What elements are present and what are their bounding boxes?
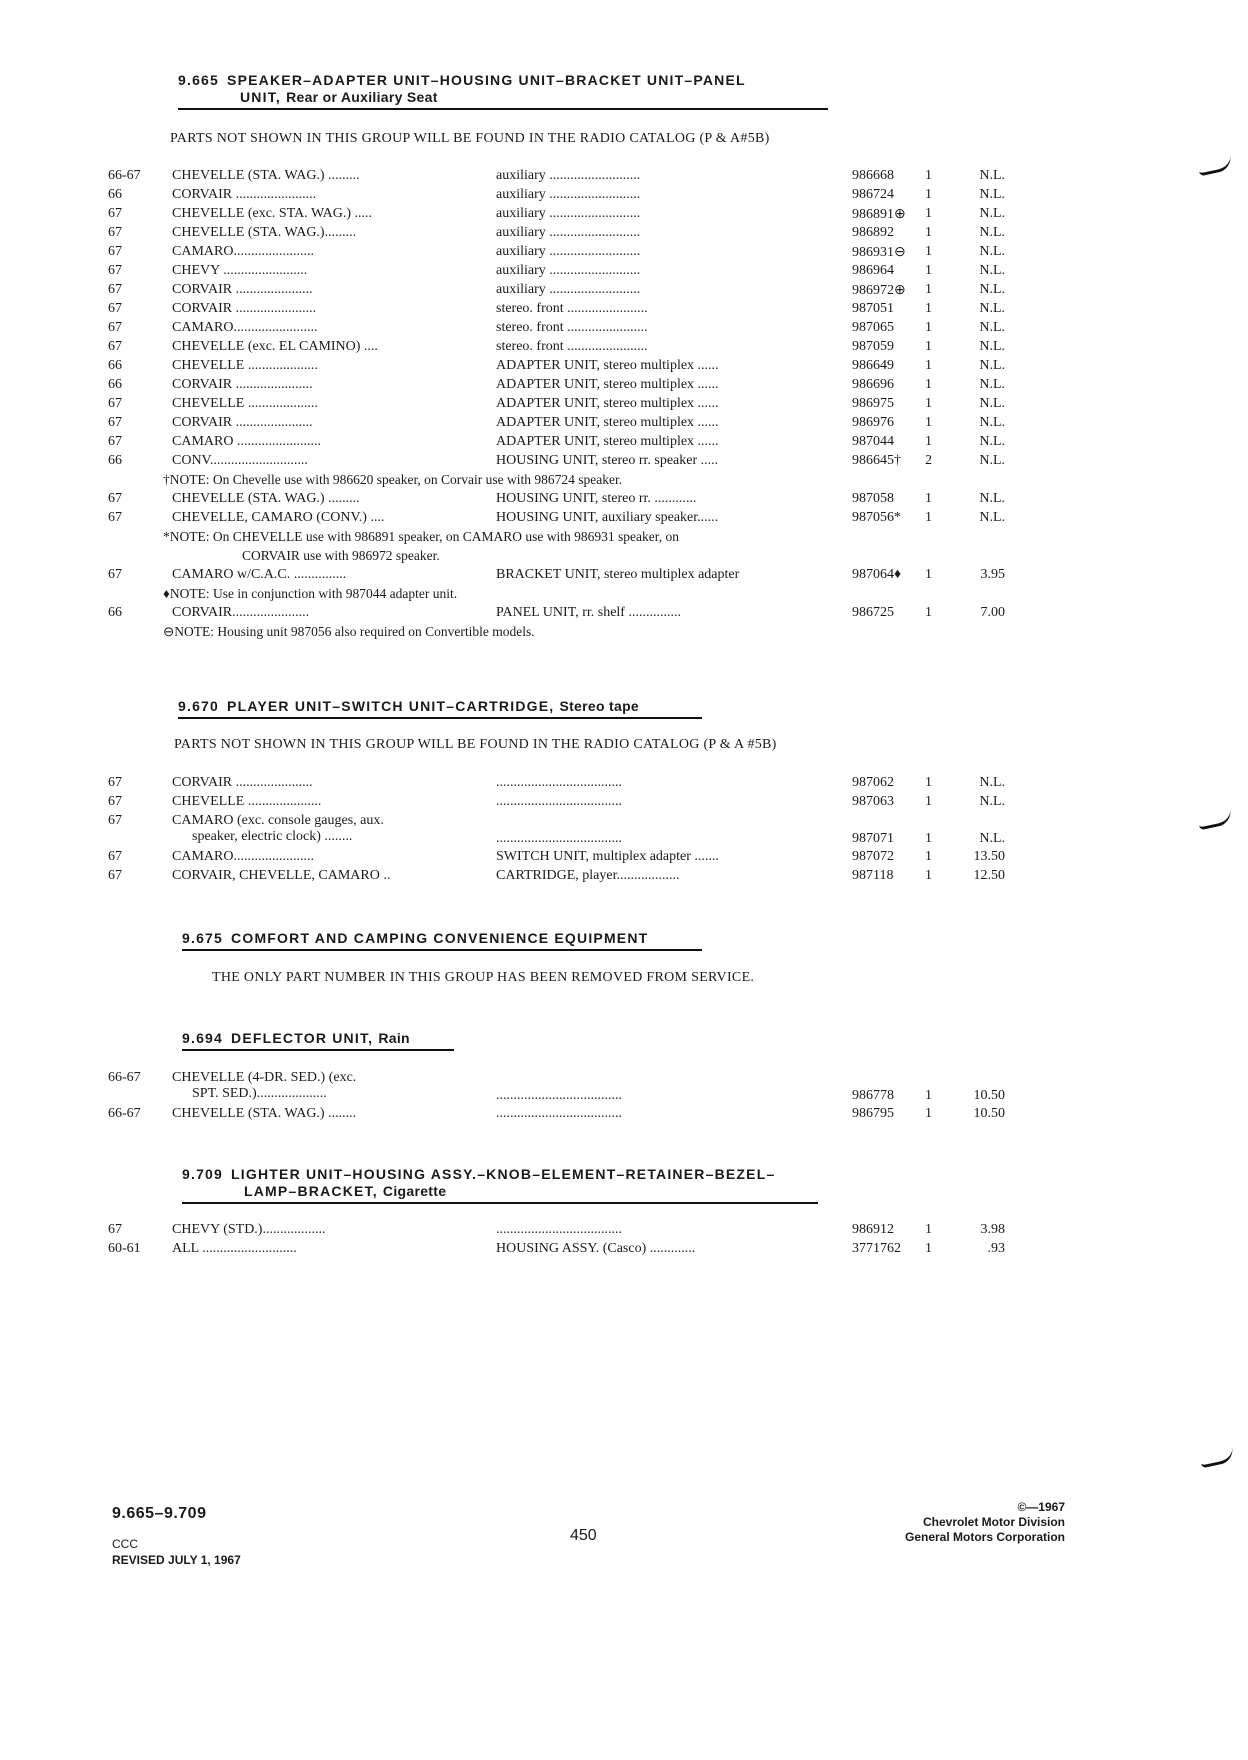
model-name: CAMARO........................ xyxy=(172,320,318,335)
part-number: 986649 xyxy=(852,358,894,373)
footer-ccc: CCC xyxy=(112,1537,138,1551)
price: N.L. xyxy=(979,377,1005,392)
heading-rule xyxy=(182,949,702,951)
table-row xyxy=(0,1222,1248,1241)
part-number: 986724 xyxy=(852,187,894,202)
part-number: 986892 xyxy=(852,225,894,240)
part-number: 987118 xyxy=(852,868,894,883)
description: ADAPTER UNIT, stereo multiplex ...... xyxy=(496,434,719,449)
table-row xyxy=(0,358,1248,377)
section-title-line2: UNIT, xyxy=(240,89,281,105)
table-row xyxy=(0,415,1248,434)
model-year: 60-61 xyxy=(108,1241,141,1256)
model-year: 66 xyxy=(108,187,122,202)
part-number: 986725 xyxy=(852,605,894,620)
part-number: 986931⊖ xyxy=(852,245,906,260)
price: N.L. xyxy=(979,187,1005,202)
table-row xyxy=(0,377,1248,396)
quantity: 1 xyxy=(925,377,932,392)
model-year: 66 xyxy=(108,605,122,620)
price: N.L. xyxy=(979,301,1005,316)
model-name: CORVAIR ....................... xyxy=(172,301,317,316)
description: CARTRIDGE, player.................. xyxy=(496,868,680,883)
model-name: SPT. SED.).................... xyxy=(192,1086,327,1101)
price: N.L. xyxy=(979,453,1005,468)
price: 3.95 xyxy=(980,567,1005,582)
section-heading-9-675 xyxy=(182,930,702,951)
table-row xyxy=(0,1106,1248,1125)
model-name: CORVAIR ...................... xyxy=(172,377,313,392)
description: stereo. front ....................... xyxy=(496,320,648,335)
section-title-line2: LAMP–BRACKET, xyxy=(244,1183,378,1199)
model-name: CORVAIR ....................... xyxy=(172,187,317,202)
part-number: 987051 xyxy=(852,301,894,316)
model-name: CHEVELLE (exc. EL CAMINO) .... xyxy=(172,339,378,354)
quantity: 2 xyxy=(925,453,932,468)
price: N.L. xyxy=(979,263,1005,278)
description: HOUSING UNIT, stereo rr. ............ xyxy=(496,491,697,506)
section-heading-9-665 xyxy=(178,72,828,110)
table-row xyxy=(0,567,1248,586)
price: N.L. xyxy=(979,415,1005,430)
model-year: 66 xyxy=(108,358,122,373)
part-number: 986975 xyxy=(852,396,894,411)
model-year: 67 xyxy=(108,415,122,430)
description xyxy=(496,1070,622,1088)
description: auxiliary .......................... xyxy=(496,225,641,240)
quantity: 1 xyxy=(925,794,932,809)
model-year: 66 xyxy=(108,453,122,468)
footer-revised: REVISED JULY 1, 1967 xyxy=(112,1553,241,1567)
table-row xyxy=(0,775,1248,794)
footnote-text: *NOTE: On CHEVELLE use with 986891 speaker, on CAMARO use with 986931 speaker, on xyxy=(163,529,679,544)
section-number: 9.694 xyxy=(182,1030,224,1046)
footnote-row xyxy=(0,586,1248,605)
description: auxiliary .......................... xyxy=(496,244,641,259)
model-name: CHEVELLE (exc. STA. WAG.) ..... xyxy=(172,206,373,221)
description: auxiliary .......................... xyxy=(496,282,641,297)
price: N.L. xyxy=(979,396,1005,411)
table-row xyxy=(0,1070,1248,1106)
section-title: PLAYER UNIT–SWITCH UNIT–CARTRIDGE, xyxy=(227,698,555,714)
quantity: 1 xyxy=(925,831,932,846)
footnote-row xyxy=(0,548,1248,567)
section-title: SPEAKER–ADAPTER UNIT–HOUSING UNIT–BRACKET UNIT–PANEL xyxy=(227,72,746,88)
description: HOUSING UNIT, stereo rr. speaker ..... xyxy=(496,453,719,468)
model-cell xyxy=(172,813,384,845)
price: N.L. xyxy=(979,282,1005,297)
part-number: 986778 xyxy=(852,1088,894,1103)
description xyxy=(496,813,622,831)
section-heading-9-670 xyxy=(178,698,702,719)
quantity: 1 xyxy=(925,263,932,278)
table-row xyxy=(0,794,1248,813)
section-number: 9.709 xyxy=(182,1166,224,1182)
quantity: 1 xyxy=(925,168,932,183)
model-name: CHEVELLE (STA. WAG.) ......... xyxy=(172,168,360,183)
model-name: CHEVELLE (4-DR. SED.) (exc. xyxy=(172,1070,357,1085)
model-year: 67 xyxy=(108,567,122,582)
section-subtitle: Rear or Auxiliary Seat xyxy=(286,89,438,105)
description: ADAPTER UNIT, stereo multiplex ...... xyxy=(496,377,719,392)
quantity: 1 xyxy=(925,244,932,259)
section-title: LIGHTER UNIT–HOUSING ASSY.–KNOB–ELEMENT–RETAINER–BEZEL– xyxy=(231,1166,776,1182)
price: N.L. xyxy=(979,358,1005,373)
quantity: 1 xyxy=(925,434,932,449)
model-year: 67 xyxy=(108,491,122,506)
part-number: 986964 xyxy=(852,263,894,278)
quantity: 1 xyxy=(925,206,932,221)
part-number: 986795 xyxy=(852,1106,894,1121)
price: N.L. xyxy=(979,320,1005,335)
price: N.L. xyxy=(979,491,1005,506)
description: .................................... xyxy=(496,1106,622,1121)
price: N.L. xyxy=(979,794,1005,809)
section-title: COMFORT AND CAMPING CONVENIENCE EQUIPMENT xyxy=(231,930,649,946)
description: auxiliary .......................... xyxy=(496,187,641,202)
description: ADAPTER UNIT, stereo multiplex ...... xyxy=(496,396,719,411)
section-heading-9-709 xyxy=(182,1166,818,1204)
part-number: 987062 xyxy=(852,775,894,790)
section-subtitle: Stereo tape xyxy=(559,698,640,714)
group-note: THE ONLY PART NUMBER IN THIS GROUP HAS BEEN REMOVED FROM SERVICE. xyxy=(212,970,755,985)
section-subtitle: Rain xyxy=(378,1030,410,1046)
model-cell xyxy=(172,1070,356,1102)
model-year: 66 xyxy=(108,377,122,392)
table-row xyxy=(0,510,1248,529)
description: PANEL UNIT, rr. shelf ............... xyxy=(496,605,681,620)
table-row xyxy=(0,263,1248,282)
model-name: CAMARO w/C.A.C. ............... xyxy=(172,567,347,582)
quantity: 1 xyxy=(925,849,932,864)
part-number: 986696 xyxy=(852,377,894,392)
table-row xyxy=(0,282,1248,301)
footnote-row xyxy=(0,529,1248,548)
model-name: CAMARO....................... xyxy=(172,244,314,259)
part-number: 987044 xyxy=(852,434,894,449)
part-number: 987071 xyxy=(852,831,894,846)
model-name: CHEVELLE (STA. WAG.)......... xyxy=(172,225,357,240)
description: .................................... xyxy=(496,794,622,809)
table-row xyxy=(0,301,1248,320)
heading-rule xyxy=(182,1049,454,1051)
margin-tick-mark xyxy=(1199,1447,1235,1469)
part-number: 986891⊕ xyxy=(852,207,906,222)
table-row xyxy=(0,849,1248,868)
model-year: 67 xyxy=(108,301,122,316)
parts-table-9-665 xyxy=(0,168,1248,643)
price: N.L. xyxy=(979,434,1005,449)
price: N.L. xyxy=(979,206,1005,221)
model-name: CHEVELLE .................... xyxy=(172,396,318,411)
description: BRACKET UNIT, stereo multiplex adapter xyxy=(496,567,740,582)
footnote-row xyxy=(0,624,1248,643)
quantity: 1 xyxy=(925,1222,932,1237)
price: .93 xyxy=(987,1241,1005,1256)
model-year: 67 xyxy=(108,1222,122,1237)
price: N.L. xyxy=(979,831,1005,846)
section-subtitle: Cigarette xyxy=(382,1183,447,1199)
part-number: 986668 xyxy=(852,168,894,183)
quantity: 1 xyxy=(925,1241,932,1256)
footnote-text: †NOTE: On Chevelle use with 986620 speaker, on Corvair use with 986724 speaker. xyxy=(163,472,623,487)
model-name: CHEVELLE ..................... xyxy=(172,794,322,809)
model-year: 67 xyxy=(108,244,122,259)
model-year: 67 xyxy=(108,206,122,221)
description: SWITCH UNIT, multiplex adapter ....... xyxy=(496,849,719,864)
table-row xyxy=(0,868,1248,887)
part-number: 987065 xyxy=(852,320,894,335)
quantity: 1 xyxy=(925,605,932,620)
quantity: 1 xyxy=(925,510,932,525)
model-name: CHEVELLE .................... xyxy=(172,358,318,373)
description: ADAPTER UNIT, stereo multiplex ...... xyxy=(496,358,719,373)
model-name: CHEVELLE (STA. WAG.) ......... xyxy=(172,491,360,506)
footnote-row xyxy=(0,472,1248,491)
description: auxiliary .......................... xyxy=(496,206,641,221)
table-row xyxy=(0,813,1248,849)
price: 12.50 xyxy=(973,868,1005,883)
price: N.L. xyxy=(979,339,1005,354)
model-year: 67 xyxy=(108,434,122,449)
model-name: CHEVY (STD.).................. xyxy=(172,1222,326,1237)
footnote-text: ⊖NOTE: Housing unit 987056 also required on Convertible models. xyxy=(163,624,535,639)
price: N.L. xyxy=(979,510,1005,525)
description: auxiliary .......................... xyxy=(496,263,641,278)
table-row xyxy=(0,434,1248,453)
quantity: 1 xyxy=(925,415,932,430)
description: HOUSING UNIT, auxiliary speaker...... xyxy=(496,510,719,525)
price: N.L. xyxy=(979,168,1005,183)
part-number: 986645† xyxy=(852,453,901,468)
description: .................................... xyxy=(496,1088,622,1103)
part-number: 3771762 xyxy=(852,1241,901,1256)
model-year: 66-67 xyxy=(108,168,141,183)
quantity: 1 xyxy=(925,567,932,582)
table-row xyxy=(0,491,1248,510)
price: 3.98 xyxy=(980,1222,1005,1237)
table-row xyxy=(0,605,1248,624)
description-cell xyxy=(496,813,622,849)
model-name: CORVAIR, CHEVELLE, CAMARO .. xyxy=(172,868,391,883)
description: stereo. front ....................... xyxy=(496,339,648,354)
table-row xyxy=(0,453,1248,472)
model-name: CORVAIR ...................... xyxy=(172,415,313,430)
model-year: 67 xyxy=(108,775,122,790)
part-number: 987058 xyxy=(852,491,894,506)
quantity: 1 xyxy=(925,775,932,790)
model-year: 67 xyxy=(108,339,122,354)
price: N.L. xyxy=(979,244,1005,259)
heading-rule xyxy=(178,108,828,110)
description: .................................... xyxy=(496,1222,622,1237)
quantity: 1 xyxy=(925,301,932,316)
quantity: 1 xyxy=(925,491,932,506)
description: auxiliary .......................... xyxy=(496,168,641,183)
model-year: 66-67 xyxy=(108,1106,141,1121)
model-name: CHEVELLE (STA. WAG.) ........ xyxy=(172,1106,357,1121)
quantity: 1 xyxy=(925,187,932,202)
section-heading-9-694 xyxy=(182,1030,454,1051)
quantity: 1 xyxy=(925,1106,932,1121)
model-year: 67 xyxy=(108,396,122,411)
table-row xyxy=(0,187,1248,206)
model-name: CAMARO (exc. console gauges, aux. xyxy=(172,813,384,828)
footer-copyright: ©—1967 xyxy=(1017,1500,1065,1514)
part-number: 987063 xyxy=(852,794,894,809)
model-name: CHEVY ........................ xyxy=(172,263,308,278)
parts-table-9-694 xyxy=(0,1070,1248,1125)
table-row xyxy=(0,320,1248,339)
model-name: CONV............................ xyxy=(172,453,308,468)
parts-table-9-709 xyxy=(0,1222,1248,1260)
parts-table-9-670 xyxy=(0,775,1248,887)
part-number: 987059 xyxy=(852,339,894,354)
description: .................................... xyxy=(496,775,622,790)
heading-rule xyxy=(182,1202,818,1204)
description: ADAPTER UNIT, stereo multiplex ...... xyxy=(496,415,719,430)
table-row xyxy=(0,339,1248,358)
footer-section-range: 9.665–9.709 xyxy=(112,1505,207,1522)
model-year: 67 xyxy=(108,282,122,297)
quantity: 1 xyxy=(925,339,932,354)
quantity: 1 xyxy=(925,358,932,373)
model-year: 67 xyxy=(108,510,122,525)
table-row xyxy=(0,396,1248,415)
model-name: CORVAIR ...................... xyxy=(172,775,313,790)
model-name: ALL ........................... xyxy=(172,1241,297,1256)
model-year: 67 xyxy=(108,320,122,335)
model-name: CHEVELLE, CAMARO (CONV.) .... xyxy=(172,510,385,525)
price: 10.50 xyxy=(973,1088,1005,1103)
section-title: DEFLECTOR UNIT, xyxy=(231,1030,374,1046)
group-note: PARTS NOT SHOWN IN THIS GROUP WILL BE FOUND IN THE RADIO CATALOG (P & A#5B) xyxy=(170,131,770,146)
description: HOUSING ASSY. (Casco) ............. xyxy=(496,1241,696,1256)
footnote-text: ♦NOTE: Use in conjunction with 987044 adapter unit. xyxy=(163,586,458,601)
model-year: 66-67 xyxy=(108,1070,141,1085)
model-year: 67 xyxy=(108,225,122,240)
table-row xyxy=(0,225,1248,244)
quantity: 1 xyxy=(925,225,932,240)
part-number: 987072 xyxy=(852,849,894,864)
model-name: speaker, electric clock) ........ xyxy=(192,829,353,844)
description: stereo. front ....................... xyxy=(496,301,648,316)
quantity: 1 xyxy=(925,320,932,335)
quantity: 1 xyxy=(925,396,932,411)
heading-rule xyxy=(178,717,702,719)
table-row xyxy=(0,168,1248,187)
part-number: 986912 xyxy=(852,1222,894,1237)
page-number: 450 xyxy=(570,1527,597,1544)
price: 7.00 xyxy=(980,605,1005,620)
quantity: 1 xyxy=(925,868,932,883)
price: 10.50 xyxy=(973,1106,1005,1121)
model-name: CAMARO....................... xyxy=(172,849,314,864)
part-number: 986972⊕ xyxy=(852,283,906,298)
model-year: 67 xyxy=(108,868,122,883)
price: N.L. xyxy=(979,225,1005,240)
quantity: 1 xyxy=(925,282,932,297)
table-row xyxy=(0,206,1248,225)
footer-left xyxy=(112,1505,241,1567)
part-number: 987056* xyxy=(852,510,901,525)
group-note: PARTS NOT SHOWN IN THIS GROUP WILL BE FOUND IN THE RADIO CATALOG (P & A #5B) xyxy=(174,737,777,752)
model-year: 67 xyxy=(108,263,122,278)
table-row xyxy=(0,1241,1248,1260)
price: N.L. xyxy=(979,775,1005,790)
price: 13.50 xyxy=(973,849,1005,864)
model-name: CORVAIR ...................... xyxy=(172,282,313,297)
model-year: 67 xyxy=(108,849,122,864)
part-number: 987064♦ xyxy=(852,567,902,582)
model-name: CORVAIR...................... xyxy=(172,605,310,620)
section-number: 9.665 xyxy=(178,72,220,88)
model-year: 67 xyxy=(108,813,122,828)
table-row xyxy=(0,244,1248,263)
description-cell xyxy=(496,1070,622,1106)
model-year: 67 xyxy=(108,794,122,809)
model-name: CAMARO ........................ xyxy=(172,434,321,449)
section-number: 9.670 xyxy=(178,698,220,714)
part-number: 986976 xyxy=(852,415,894,430)
quantity: 1 xyxy=(925,1088,932,1103)
footnote-text: CORVAIR use with 986972 speaker. xyxy=(242,548,440,563)
footer-division: Chevrolet Motor Division xyxy=(922,1515,1065,1529)
section-number: 9.675 xyxy=(182,930,224,946)
description: .................................... xyxy=(496,831,622,846)
footer-corporation: General Motors Corporation xyxy=(904,1530,1065,1544)
footer-right xyxy=(860,1500,1065,1545)
